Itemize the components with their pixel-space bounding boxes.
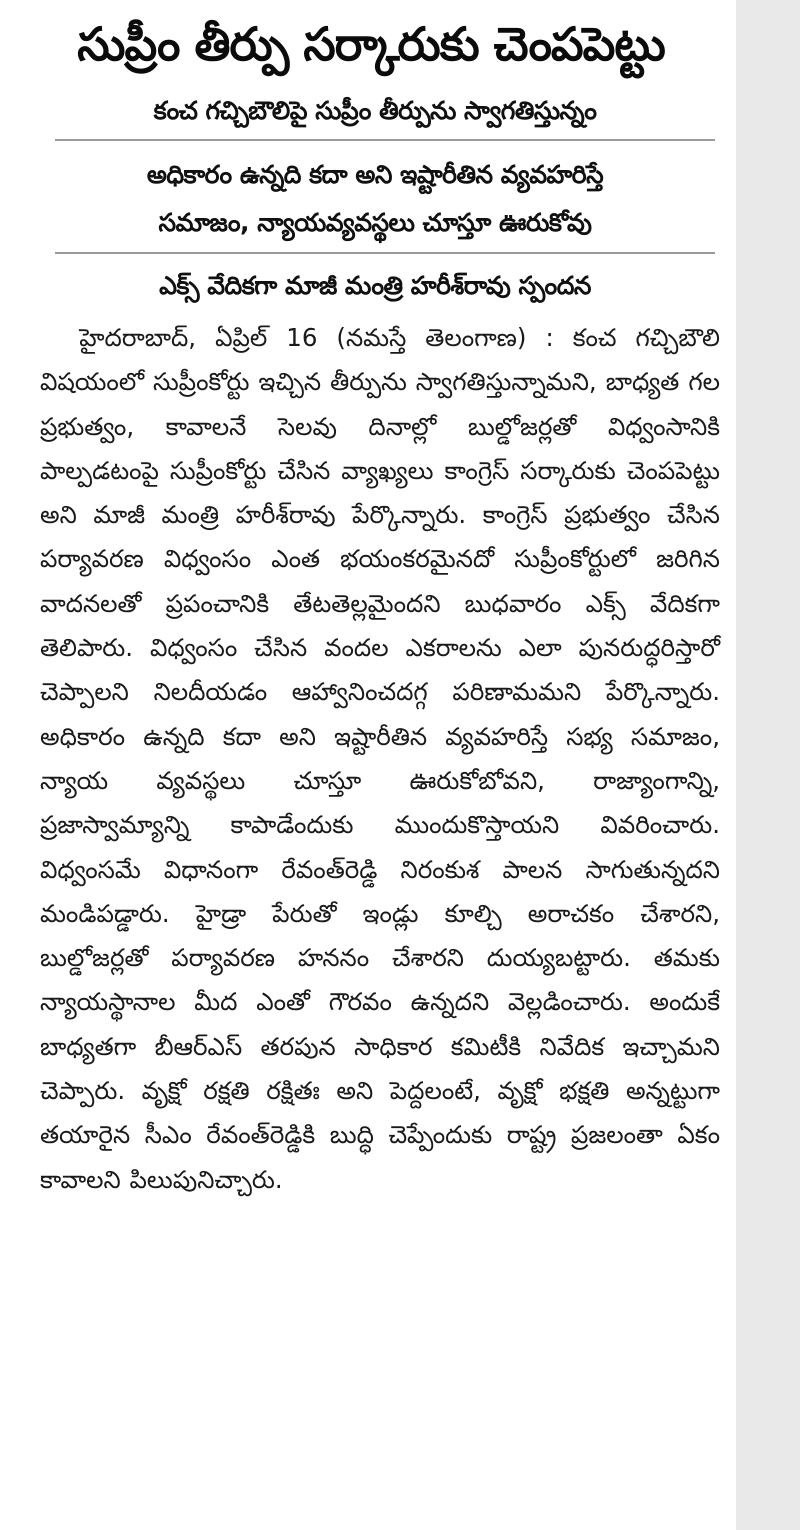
subhead-4: ఎక్స్ వేదికగా మాజీ మంత్రి హరీశ్‌రావు స్పందన <box>159 271 591 300</box>
divider-rule <box>55 139 715 141</box>
divider-rule <box>55 252 715 254</box>
article-body: హైదరాబాద్, ఏప్రిల్ 16 (నమస్తే తెలంగాణ) : కంచ గచ్చిబౌలి విషయంలో సుప్రీంకోర్టు ఇచ్చిన తీర్పును స్వాగతిస్తున్నామని, బాధ్యత గల ప్రభుత్వం, కావాలనే సెలవు దినాల్లో బుల్డోజర్లతో విధ్వంసానికి పాల్పడటంపై సుప్రీంకోర్టు చేసిన వ్యాఖ్యలు కాంగ్రెస్ సర్కారుకు చెంపపెట్టు అని మాజీ మంత్రి హరీశ్‌రావు పేర్కొన్నారు. కాంగ్రెస్ ప్రభుత్వం చేసిన పర్యావరణ విధ్వంసం ఎంత భయంకరమైనదో సుప్రీంకోర్టులో జరిగిన వాదనలతో ప్రపంచానికి తేటతెల్లమైందని బుధవారం ఎక్స్ వేదికగా తెలిపారు. విధ్వంసం చేసిన వందల ఎకరాలను ఎలా పునరుద్ధరిస్తారో చెప్పాలని నిలదీయడం ఆహ్వానించదగ్గ పరిణామమని పేర్కొన్నారు. అధికారం ఉన్నది కదా అని ఇష్టారీతిన వ్యవహరిస్తే సభ్య సమాజం, న్యాయ వ్యవస్థలు చూస్తూ ఊరుకోబోవని, రాజ్యాంగాన్ని, ప్రజాస్వామ్యాన్ని కాపాడేందుకు ముందుకొస్తాయని వివరించారు. విధ్వంసమే విధానంగా రేవంత్‌రెడ్డి నిరంకుశ పాలన సాగుతున్నదని మండిపడ్డారు. హైడ్రా పేరుతో ఇండ్లు కూల్చి అరాచకం చేశారని, బుల్డోజర్లతో పర్యావరణ హననం చేశారని దుయ్యబట్టారు. తమకు న్యాయస్థానాల మీద ఎంతో గౌరవం ఉన్నదని వెల్లడించారు. అందుకే బాధ్యతగా బీఆర్ఎస్ తరపున సాధికార కమిటీకి నివేదిక ఇచ్చామని చెప్పారు. వృక్షో రక్షతి రక్షితః అని పెద్దలంటే, వృక్షో భక్షతి అన్నట్టుగా తయారైన సీఎం రేవంత్‌రెడ్డికి బుద్ధి చెప్పేందుకు రాష్ట్ర ప్రజలంతా ఏకం కావాలని పిలుపునిచ్చారు. <box>40 323 720 1194</box>
subhead-3: సమాజం, న్యాయవ్యవస్థలు చూస్తూ ఊరుకోవు <box>158 208 592 237</box>
headline: సుప్రీం తీర్పు సర్కారుకు చెంపపెట్టు <box>77 17 665 71</box>
page-margin <box>736 0 800 1530</box>
subhead-2: అధికారం ఉన్నది కదా అని ఇష్టారీతిన వ్యవహరిస్తే <box>146 160 604 189</box>
subhead-1: కంచ గచ్చిబౌలిపై సుప్రీం తీర్పును స్వాగతిస్తున్నం <box>153 96 597 125</box>
